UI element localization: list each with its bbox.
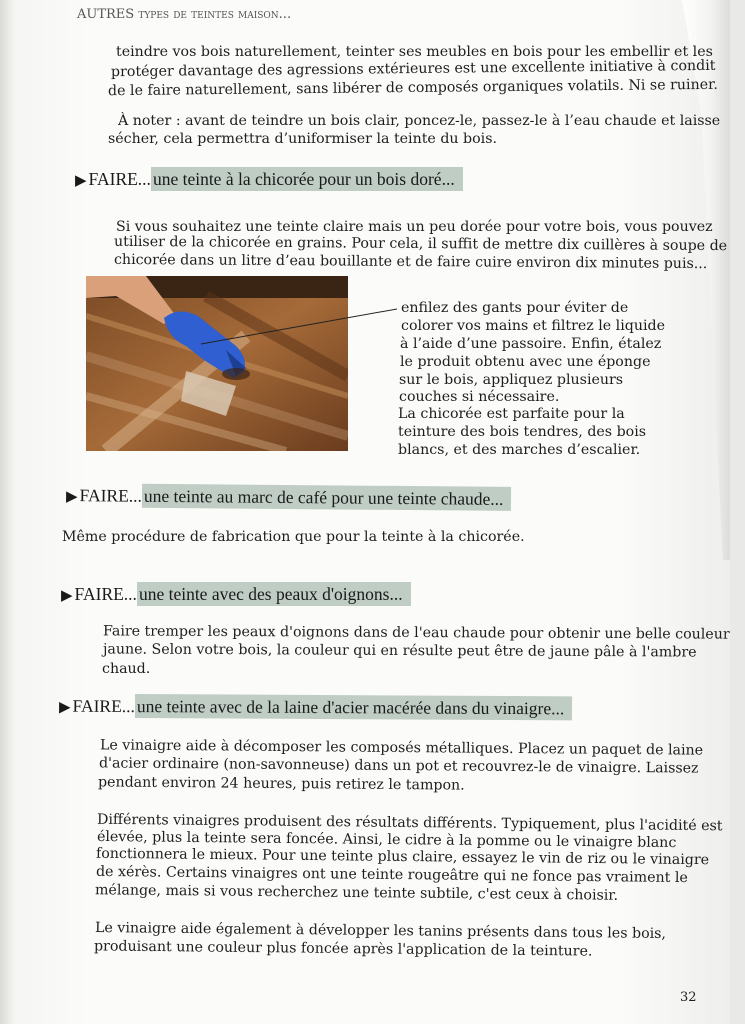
body-line: utiliser de la chicorée en grains. Pour cela, il suffit de mettre dix cuillères à soupe de <box>113 233 728 255</box>
section-heading-cafe <box>66 483 512 513</box>
page-edge-shadow <box>0 0 14 1024</box>
intro-line: protéger davantage des agressions extérieures est une excellente initiative à condit <box>110 57 716 81</box>
body-line: Faire tremper les peaux d'oignons dans de l'eau chaude pour obtenir une belle couleur <box>102 623 730 643</box>
body-line: chicorée dans un litre d’eau bouillante et de faire cuire environ dix minutes puis... <box>113 251 708 273</box>
caption-line: sur le bois, appliquez plusieurs <box>399 372 624 388</box>
body-line: Différents vinaigres produisent des résultats différents. Typiquement, plus l'acidité est <box>96 811 723 835</box>
body-line: Si vous souhaitez une teinte claire mais un peu dorée pour votre bois, vous pouvez <box>116 219 713 235</box>
running-head: AUTRES types de teintes maison... <box>77 7 292 22</box>
caption-line: teinture des bois tendres, des bois <box>398 424 647 440</box>
triangle-marker-icon: ▶ <box>58 699 71 716</box>
triangle-marker-icon: ▶ <box>65 489 78 506</box>
body-line: produisant une couleur plus foncée après l'application de la teinture. <box>93 938 593 960</box>
triangle-marker-icon: ▶ <box>75 173 87 189</box>
body-line: Le vinaigre aide à décomposer les composés métalliques. Placez un paquet de laine <box>99 737 704 759</box>
body-line: élevée, plus la teinte sera foncée. Ainsi, le cidre à la pomme ou le vinaigre blanc <box>96 828 677 852</box>
body-line: d'acier ordinaire (non-savonneuse) dans un pot et recouvrez-le de vinaigre. Laissez <box>98 755 699 777</box>
heading-prefix: FAIRE... <box>88 169 151 189</box>
heading-prefix: FAIRE... <box>72 695 135 717</box>
heading-prefix: FAIRE... <box>74 584 137 604</box>
wood-glove-illustration <box>86 276 348 451</box>
body-line: mélange, mais si vous recherchez une teinte subtile, c'est ceux à choisir. <box>94 882 619 904</box>
page-number: 32 <box>680 990 697 1005</box>
heading-title: une teinte avec des peaux d'oignons... <box>137 582 411 606</box>
body-line: jaune. Selon votre bois, la couleur qui en résulte peut être de jaune pâle à l'ambre <box>102 641 697 661</box>
section-heading-chicoree <box>75 167 463 193</box>
intro-line: de le faire naturellement, sans libérer de composés organiques volatils. Ni se ruiner. <box>107 76 718 100</box>
caption-line: le produit obtenu avec une éponge <box>400 354 651 370</box>
section-heading-oignons <box>61 582 411 608</box>
heading-title: une teinte à la chicorée pour un bois doré... <box>151 167 463 191</box>
body-line: Le vinaigre aide également à développer les tanins présents dans tous les bois, <box>94 920 667 942</box>
intro-line: teindre vos bois naturellement, teinter ses meubles en bois pour les embellir et les <box>116 44 713 60</box>
heading-title: une teinte avec de la laine d'acier macérée dans du vinaigre... <box>135 694 572 720</box>
body-line: pendant environ 24 heures, puis retirez le tampon. <box>97 774 465 794</box>
caption-line: colorer vos mains et filtrez le liquide <box>401 318 665 334</box>
body-line: chaud. <box>102 661 151 677</box>
body-line: Même procédure de fabrication que pour la teinte à la chicorée. <box>62 529 525 545</box>
heading-title: une teinte au marc de café pour une teinte chaude... <box>142 484 512 511</box>
body-line: de xérès. Certains vinaigres ont une teinte rougeâtre qui ne fonce pas vraiment le <box>95 863 688 887</box>
staining-photo <box>86 276 348 451</box>
caption-line: enfilez des gants pour éviter de <box>401 300 629 316</box>
caption-line: La chicorée est parfaite pour la <box>398 406 625 422</box>
note-line: À noter : avant de teindre un bois clair, poncez-le, passez-le à l’eau chaude et laisse <box>118 113 721 129</box>
note-line: sécher, cela permettra d’uniformiser la teinte du bois. <box>108 131 498 147</box>
section-heading-acier <box>59 694 572 723</box>
caption-line: blancs, et des marches d’escalier. <box>398 442 641 458</box>
caption-line: à l’aide d’une passoire. Enfin, étalez <box>400 336 662 352</box>
body-line: fonctionnera le mieux. Pour une teinte plus claire, essayez le vin de riz ou le vinaigre <box>95 845 710 869</box>
caption-line: couches si nécessaire. <box>399 389 560 405</box>
heading-prefix: FAIRE... <box>79 485 143 506</box>
triangle-marker-icon: ▶ <box>61 588 73 604</box>
